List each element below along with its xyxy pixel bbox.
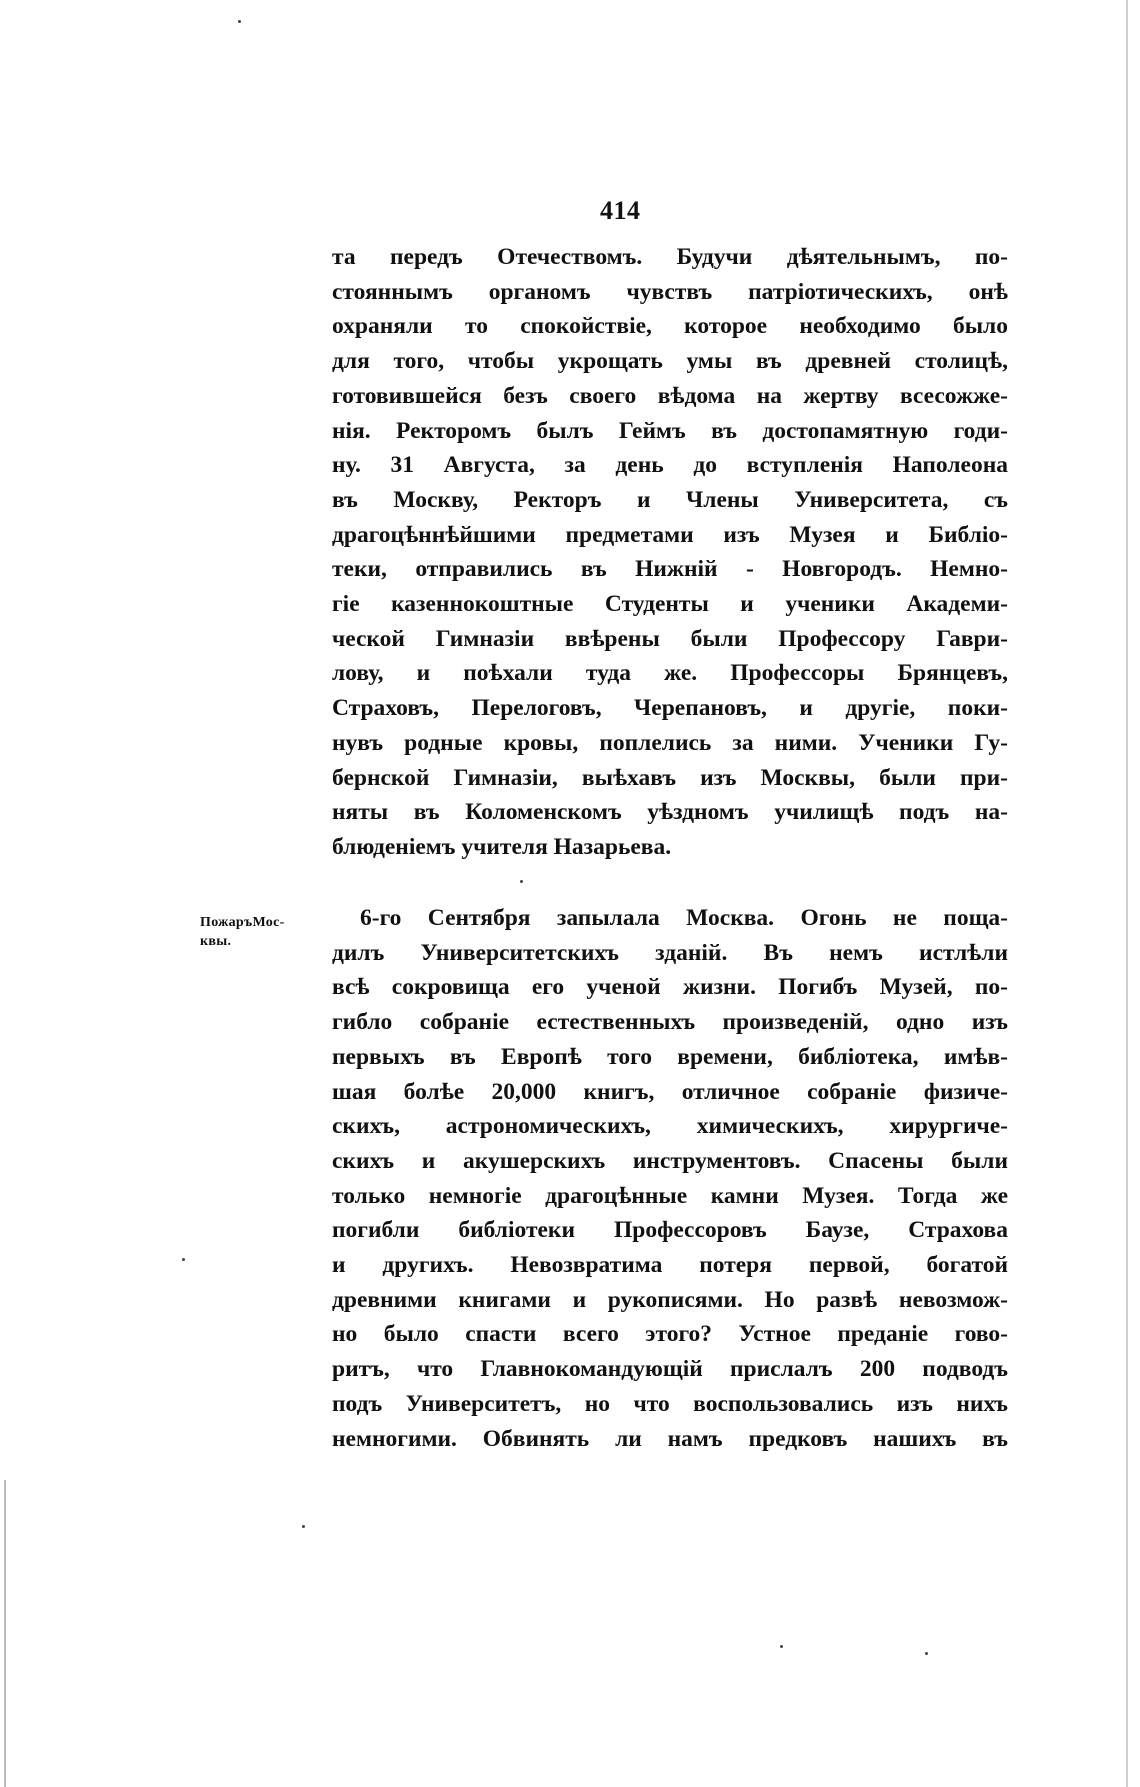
text-line: няты въ Коломенскомъ уѣздномъ училищѣ подъ на-: [332, 799, 1008, 826]
text-line: скихъ и акушерскихъ инструментовъ. Спасены были: [332, 1147, 1008, 1174]
text-line: стояннымъ органомъ чувствъ патріотическихъ, онѣ: [332, 278, 1008, 305]
text-line: и другихъ. Невозвратима потеря первой, богатой: [332, 1252, 1008, 1279]
margin-note-line: ПожаръМос-: [200, 915, 285, 930]
text-line: только немногіе драгоцѣнные камни Музея. Тогда же: [332, 1182, 1008, 1209]
gutter-line: [4, 1480, 6, 1787]
text-line: дилъ Университетскихъ зданій. Въ немъ истлѣли: [332, 939, 1008, 966]
text-line: скихъ, астрономическихъ, химическихъ, хирургиче-: [332, 1113, 1008, 1140]
text-line: 6-го Сентября запылала Москва. Огонь не пощa-: [360, 905, 1008, 931]
text-line: въ Москву, Ректоръ и Члены Университета, съ: [332, 486, 1008, 513]
text-line: блюденіемъ учителя Назарьева.: [332, 833, 672, 860]
text-line: нія. Ректоромъ былъ Геймъ въ достопамятную годи-: [332, 417, 1008, 444]
scan-speck: [780, 1645, 783, 1648]
scan-speck: [238, 20, 241, 23]
text-line: гіе казеннокоштные Студенты и ученики Академи-: [332, 591, 1008, 618]
paragraph-fire-of-moscow: [332, 901, 1008, 1456]
text-line: нувъ родные кровы, поплелись за ними. Ученики Гу-: [332, 729, 1008, 756]
text-line: древними книгами и рукописями. Но развѣ невозмож-: [332, 1286, 1008, 1313]
text-line: готовившейся безъ своего вѣдома на жертву всесожже-: [332, 382, 1008, 409]
text-line: Страховъ, Перелоговъ, Черепановъ, и другіе, поки-: [332, 695, 1008, 722]
page-number: 414: [600, 196, 641, 225]
text-line: шая болѣе 20,000 книгъ, отличное собраніе физиче-: [332, 1078, 1008, 1105]
margin-note-line: квы.: [200, 934, 232, 949]
text-line: первыхъ въ Европѣ того времени, библіотека, имѣв-: [332, 1043, 1008, 1070]
scan-speck: [182, 1258, 185, 1261]
scan-speck: [925, 1652, 928, 1655]
text-line: ческой Гимназіи ввѣрены были Профессору Гаври-: [332, 625, 1008, 652]
text-line: немногими. Обвинять ли намъ предковъ нашихъ въ: [332, 1425, 1008, 1452]
text-line: та передъ Отечествомъ. Будучи дѣятельнымъ, по-: [332, 244, 1008, 270]
text-line: для того, чтобы укрощать умы въ древней столицѣ,: [332, 348, 1008, 375]
text-line: теки, отправились въ Нижній - Новгородъ. Немно-: [332, 556, 1008, 583]
text-line: ритъ, что Главнокомандующій прислалъ 200 подводъ: [332, 1356, 1008, 1383]
text-line: лову, и поѣхали туда же. Профессоры Брянцевъ,: [332, 660, 1008, 687]
scan-speck: [302, 1525, 305, 1528]
page-edge-line: [1126, 0, 1128, 1787]
text-line: гибло собраніе естественныхъ произведеній, одно изъ: [332, 1009, 1008, 1036]
text-line: но было спасти всего этого? Устное преданіе гово-: [332, 1321, 1008, 1348]
scan-speck: [520, 880, 523, 883]
text-line: погибли библіотеки Профессоровъ Баузе, Страхова: [332, 1217, 1008, 1244]
margin-note: [200, 913, 328, 951]
text-line: ну. 31 Августа, за день до вступленія Наполеона: [332, 452, 1008, 479]
text-line: охраняли то спокойствіе, которое необходимо было: [332, 313, 1008, 340]
text-line: бернской Гимназіи, выѣхавъ изъ Москвы, были при-: [332, 764, 1008, 791]
text-line: всѣ сокровища его ученой жизни. Погибъ Музей, по-: [332, 974, 1008, 1001]
paragraph-continuation: [332, 240, 1008, 865]
text-line: подъ Университетъ, но что воспользовались изъ нихъ: [332, 1390, 1008, 1417]
text-line: драгоцѣннѣйшими предметами изъ Музея и Библіо-: [332, 521, 1008, 548]
